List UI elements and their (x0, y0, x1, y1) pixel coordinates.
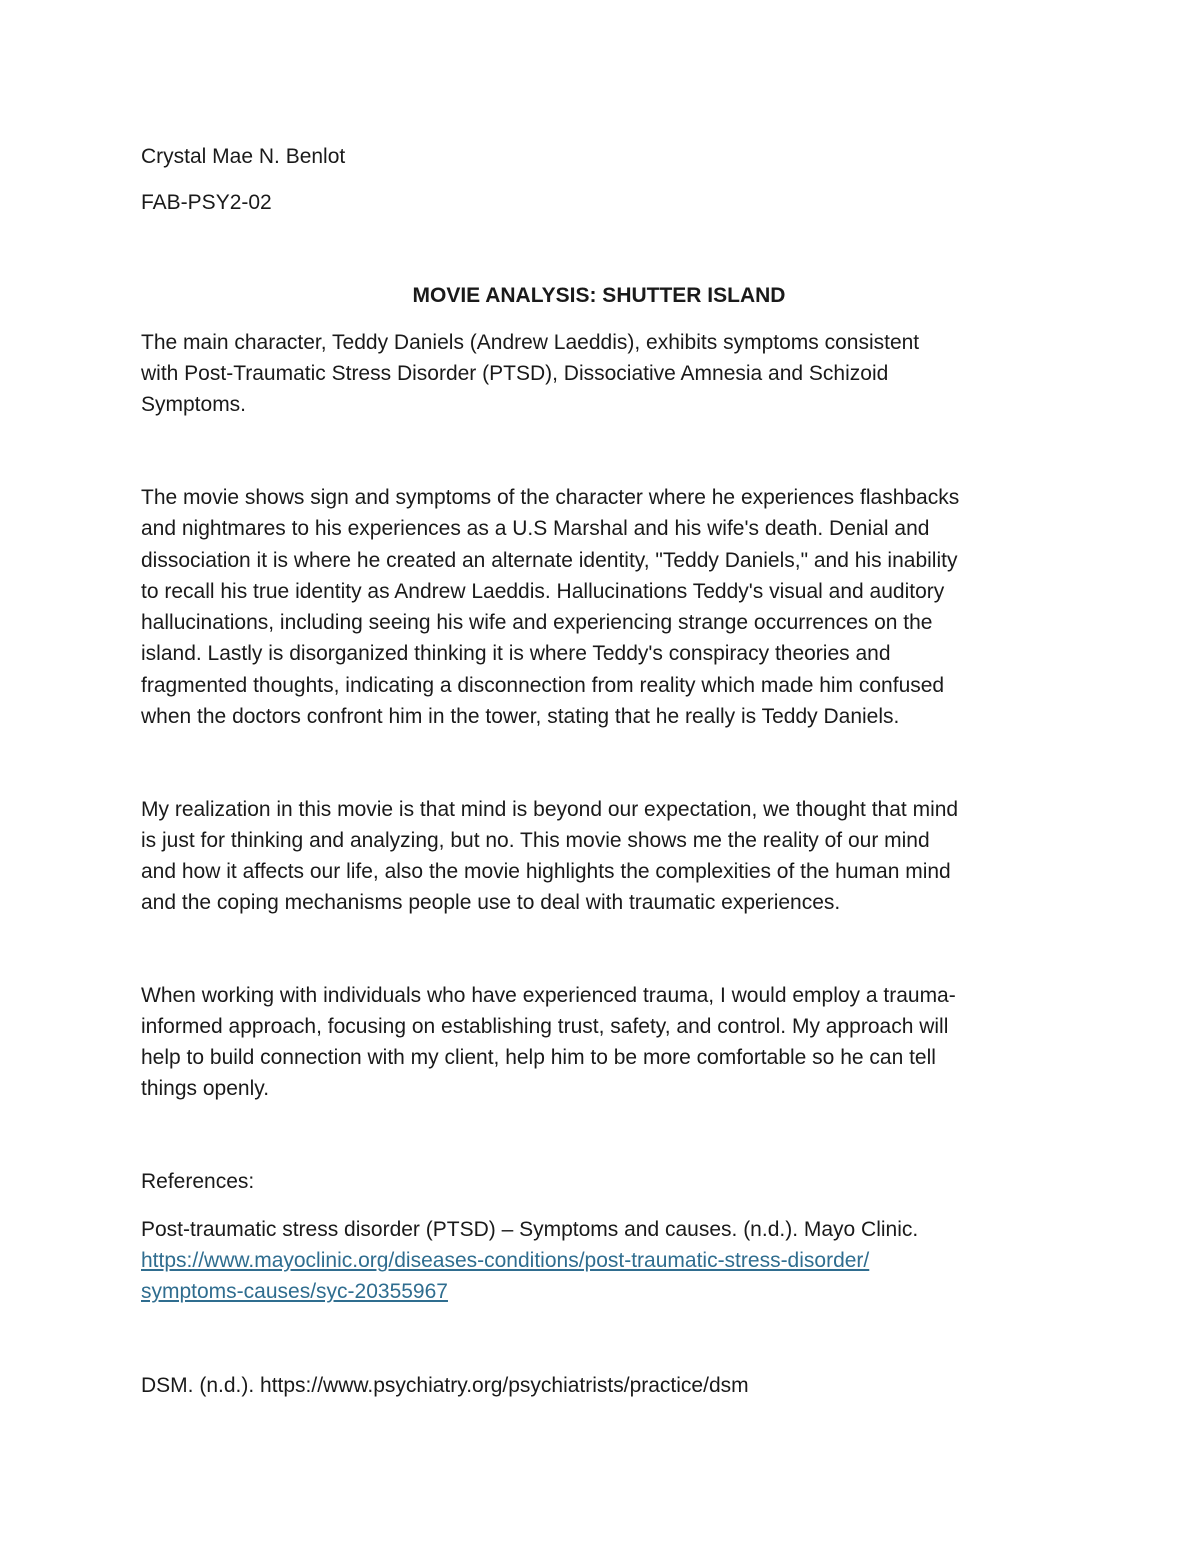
paragraph-line: to recall his true identity as Andrew Laeddis. Hallucinations Teddy's visual and auditory (141, 580, 945, 603)
author-name: Crystal Mae N. Benlot (141, 145, 346, 168)
references-heading: References: (141, 1170, 255, 1193)
paragraph-line: dissociation it is where he created an alternate identity, "Teddy Daniels," and his inability (141, 549, 958, 572)
paragraph-line: When working with individuals who have experienced trauma, I would employ a trauma- (141, 984, 956, 1007)
paragraph-line: Symptoms. (141, 393, 247, 416)
paragraph-line: and nightmares to his experiences as a U.S Marshal and his wife's death. Denial and (141, 517, 930, 540)
reference-link[interactable]: symptoms-causes/syc-20355967 (141, 1280, 448, 1303)
paragraph-line: informed approach, focusing on establishing trust, safety, and control. My approach will (141, 1015, 949, 1038)
paragraph-line: My realization in this movie is that mind is beyond our expectation, we thought that mind (141, 798, 959, 821)
paragraph-line: is just for thinking and analyzing, but no. This movie shows me the reality of our mind (141, 829, 930, 852)
reference-link-line (141, 1245, 869, 1276)
reference-dsm: DSM. (n.d.). https://www.psychiatry.org/psychiatrists/practice/dsm (141, 1374, 749, 1397)
paragraph-line: things openly. (141, 1077, 270, 1100)
paragraph-line: and how it affects our life, also the movie highlights the complexities of the human mind (141, 860, 951, 883)
reference-text: Post-traumatic stress disorder (PTSD) – Symptoms and causes. (n.d.). Mayo Clinic. (141, 1218, 919, 1241)
reference-link[interactable]: https://www.mayoclinic.org/diseases-conditions/post-traumatic-stress-disorder/ (141, 1249, 870, 1272)
document-title: MOVIE ANALYSIS: SHUTTER ISLAND (412, 284, 786, 307)
paragraph-line: fragmented thoughts, indicating a disconnection from reality which made him confused (141, 674, 945, 697)
paragraph-line: The main character, Teddy Daniels (Andrew Laeddis), exhibits symptoms consistent (141, 331, 920, 354)
reference-link-line (141, 1276, 448, 1307)
paragraph-line: hallucinations, including seeing his wife and experiencing strange occurrences on the (141, 611, 933, 634)
paragraph-line: when the doctors confront him in the tower, stating that he really is Teddy Daniels. (141, 705, 900, 728)
course-section: FAB-PSY2-02 (141, 191, 272, 214)
paragraph-line: The movie shows sign and symptoms of the character where he experiences flashbacks (141, 486, 960, 509)
paragraph-line: with Post-Traumatic Stress Disorder (PTSD), Dissociative Amnesia and Schizoid (141, 362, 889, 385)
paragraph-line: and the coping mechanisms people use to deal with traumatic experiences. (141, 891, 841, 914)
paragraph-line: help to build connection with my client, help him to be more comfortable so he can tell (141, 1046, 936, 1069)
paragraph-line: island. Lastly is disorganized thinking it is where Teddy's conspiracy theories and (141, 642, 891, 665)
